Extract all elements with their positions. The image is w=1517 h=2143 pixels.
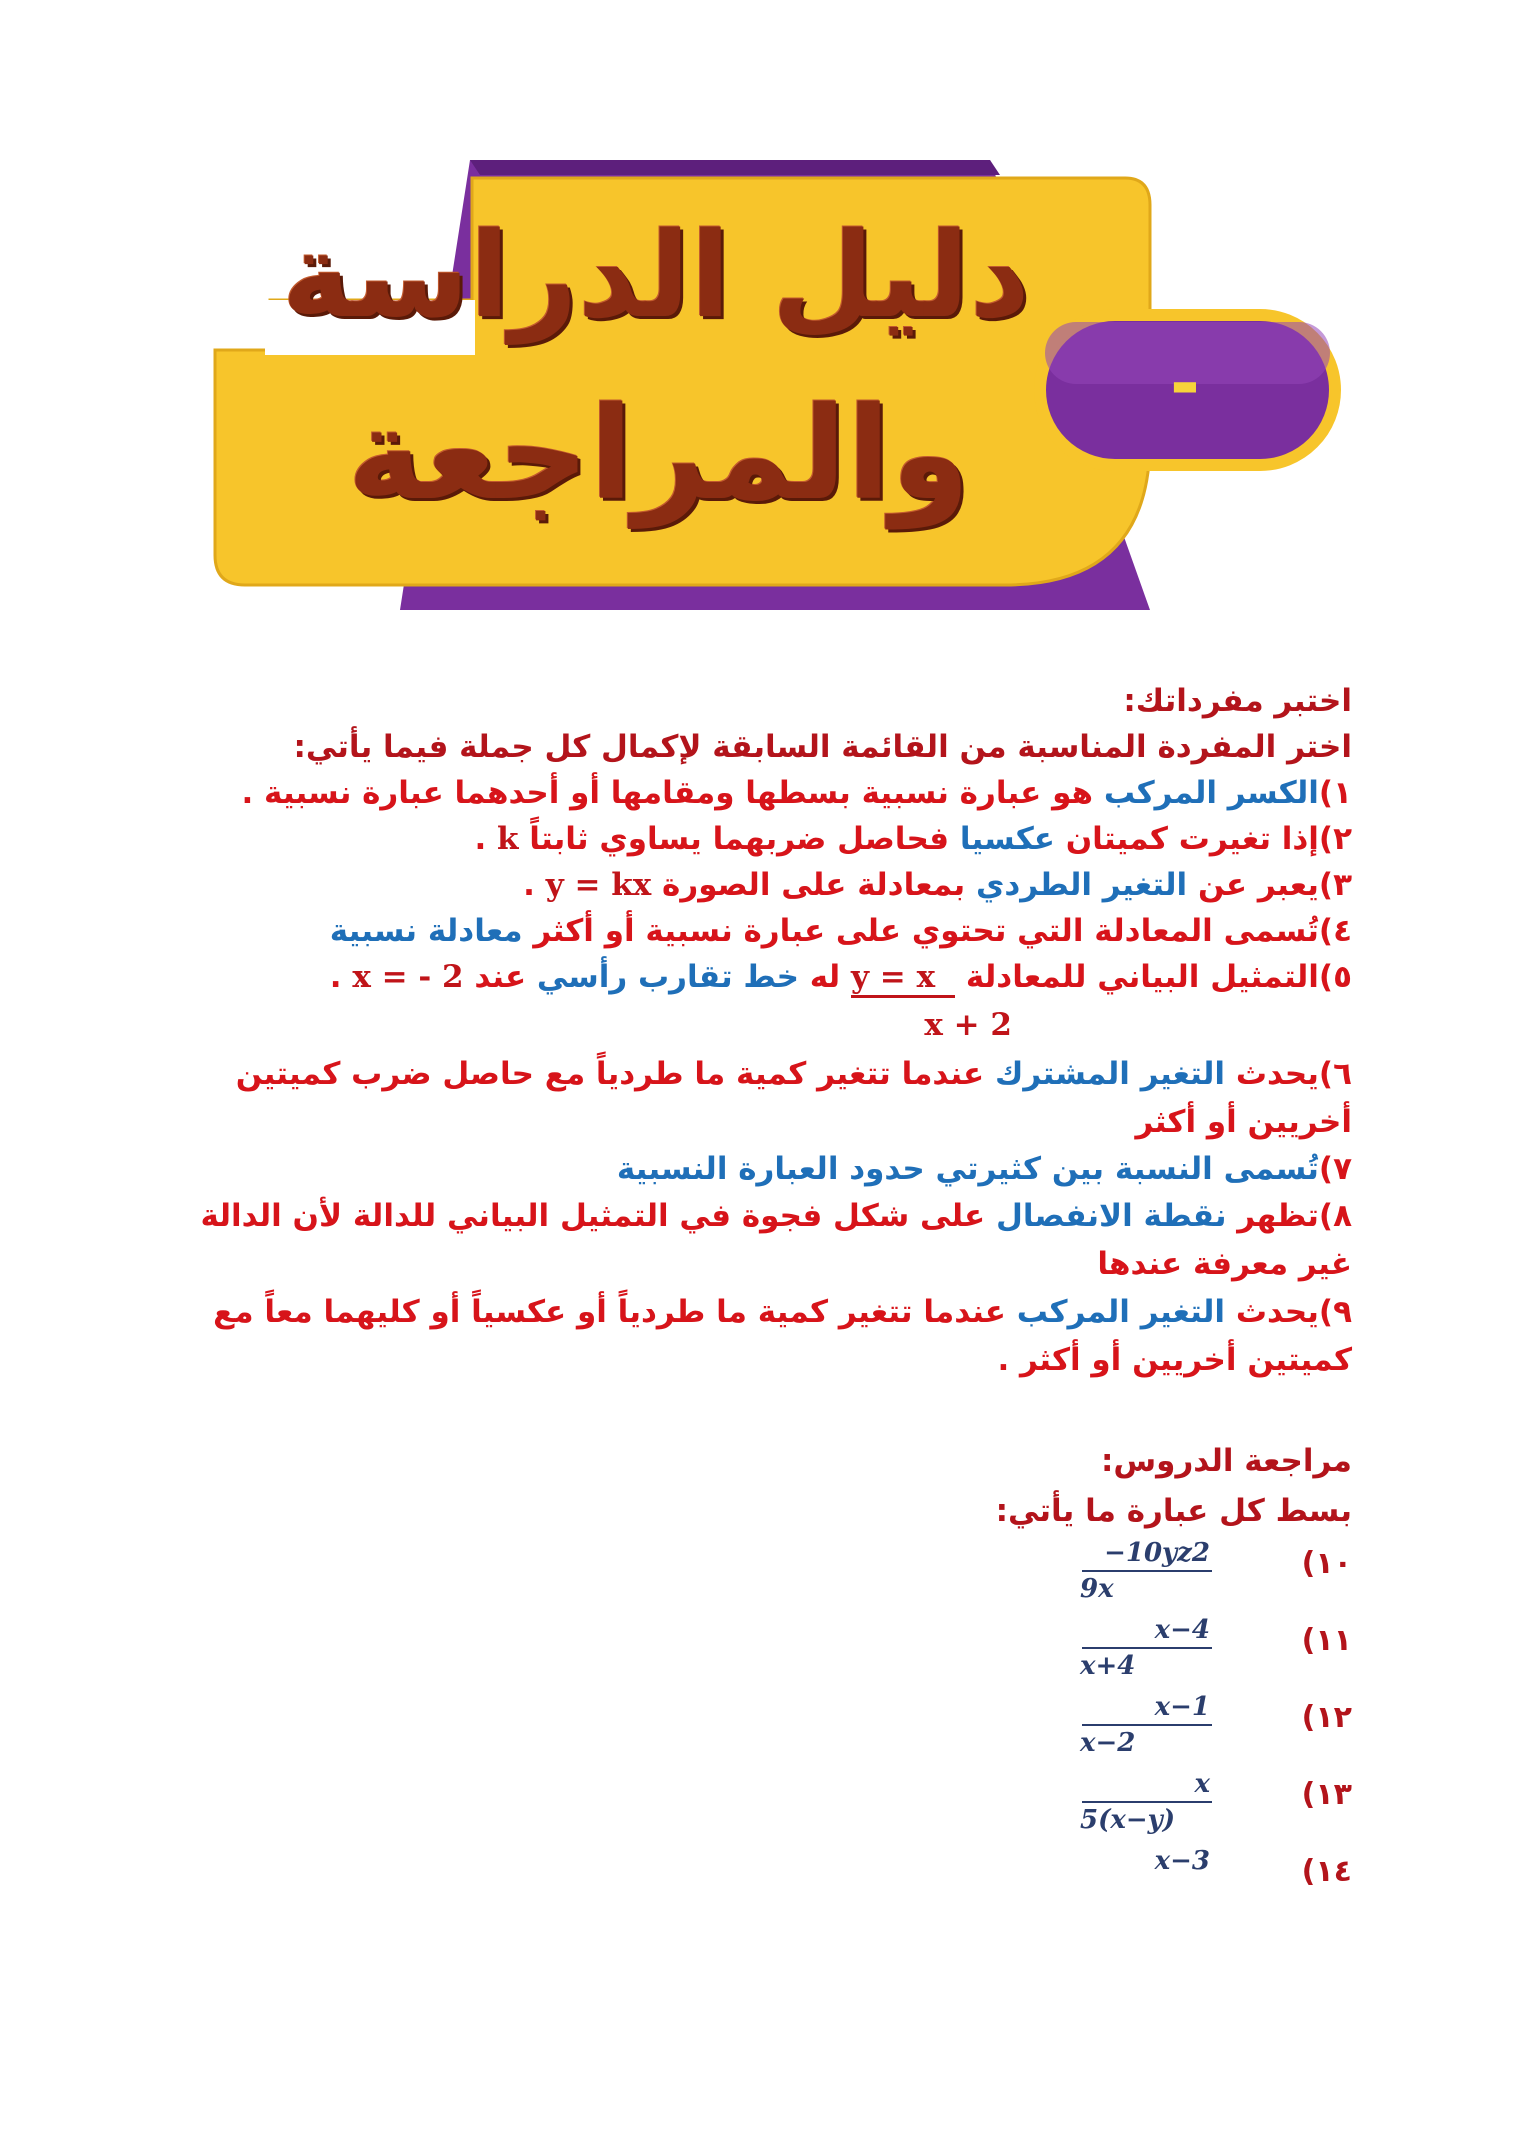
item-text: عندما تتغير كمية ما طردياً أو عكسياً أو كليهما معاً مع كميتين أخريين أو أكثر . — [213, 1294, 1352, 1378]
item-number: ٧) — [1318, 1151, 1352, 1187]
exercise-number: ١٢) — [1301, 1700, 1352, 1735]
item-number: ٥) — [1318, 959, 1352, 995]
vocab-term: التغير المركب — [1016, 1294, 1226, 1330]
vocab-term: خط تقارب رأسي — [536, 959, 799, 995]
vocab-instruction: اختر المفردة المناسبة من القائمة السابقة لإكمال كل جملة فيما يأتي: — [293, 729, 1352, 765]
vocab-item-7 — [172, 1146, 1352, 1192]
fraction — [1062, 1613, 1212, 1683]
item-text: عند — [463, 959, 537, 995]
vocab-item-4 — [172, 908, 1352, 954]
vocab-item-9 — [172, 1288, 1352, 1384]
vocab-item-2 — [172, 816, 1352, 862]
vocab-term: التغير الطردي — [975, 867, 1188, 903]
exercise-10 — [172, 1536, 1352, 1613]
fraction-denominator: x−2 — [1080, 1728, 1136, 1758]
item-text: على شكل فجوة في التمثيل البياني للدالة لأن الدالة غير معرفة عندها — [200, 1198, 1352, 1282]
fraction-numerator: −10yz2 — [1104, 1538, 1210, 1568]
fraction-numerator: x−1 — [1154, 1692, 1210, 1722]
vocab-item-3 — [172, 862, 1352, 908]
item-text: . — [523, 867, 546, 903]
item-text: إذا تغيرت كميتان — [1054, 821, 1319, 857]
vocab-item-5 — [172, 954, 1352, 1000]
vocab-term: الكسر المركب — [1103, 775, 1319, 811]
item-text: تُسمى النسبة بين كثيرتي حدود العبارة النسبية — [616, 1151, 1319, 1187]
vocab-term: معادلة نسبية — [329, 913, 523, 949]
item-text: يعبر عن — [1187, 867, 1319, 903]
exercise-number: ١٣) — [1301, 1777, 1352, 1812]
item-number: ٢) — [1318, 821, 1352, 857]
title-banner — [0, 0, 1517, 640]
worksheet-content — [172, 678, 1352, 1889]
fraction-numerator: x−4 — [1154, 1615, 1210, 1645]
item-text: فحاصل ضربهما يساوي ثابتاً — [518, 821, 960, 857]
equation-denominator: x + 2 — [924, 1007, 1012, 1043]
exercise-12 — [172, 1690, 1352, 1767]
exercise-11 — [172, 1613, 1352, 1690]
item-text: تظهر — [1226, 1198, 1319, 1234]
vocab-term: عكسيا — [959, 821, 1055, 857]
exercise-number: ١١) — [1301, 1623, 1352, 1658]
review-header: مراجعة الدروس: — [1101, 1443, 1352, 1479]
math-expression: x = - 2 — [352, 959, 464, 995]
exercise-14 — [172, 1844, 1352, 1889]
fraction — [1062, 1767, 1212, 1837]
vocab-item-1 — [172, 770, 1352, 816]
item-text: بمعادلة على الصورة — [651, 867, 976, 903]
item-text: تُسمى المعادلة التي تحتوي على عبارة نسبية أو أكثر — [522, 913, 1319, 949]
fraction — [1062, 1690, 1212, 1760]
exercise-number: ١٠) — [1301, 1546, 1352, 1581]
item-text: . — [329, 959, 353, 995]
review-instruction: بسط كل عبارة ما يأتي: — [995, 1493, 1352, 1529]
banner-title-line1: دليل الدراسة — [281, 206, 1030, 344]
item-number: ٩) — [1318, 1294, 1352, 1330]
item-number: ٦) — [1318, 1056, 1352, 1092]
item-text: له — [798, 959, 851, 995]
item-text: التمثيل البياني للمعادلة — [955, 959, 1319, 995]
item-number: ٣) — [1318, 867, 1352, 903]
fraction — [1062, 1536, 1212, 1606]
item-number: ١) — [1318, 775, 1352, 811]
section-gap — [172, 1384, 1352, 1436]
item-text: هو عبارة نسبية بسطها ومقامها أو أحدهما عبارة نسبية . — [241, 775, 1104, 811]
fraction-denominator: 5(x−y) — [1080, 1805, 1176, 1835]
equation-numerator: y = x — [851, 959, 955, 998]
equation-denominator-row — [172, 1000, 1352, 1050]
banner-title-line2: والمراجعة — [347, 380, 970, 529]
vocab-header: اختبر مفرداتك: — [1123, 683, 1352, 719]
vocab-item-8 — [172, 1192, 1352, 1288]
fraction-denominator: x+4 — [1080, 1651, 1136, 1681]
fraction — [1062, 1844, 1212, 1878]
item-number: ٤) — [1318, 913, 1352, 949]
vocab-item-6 — [172, 1050, 1352, 1146]
item-text: عندما تتغير كمية ما طردياً مع حاصل ضرب كميتين أخريين أو أكثر — [235, 1056, 1352, 1140]
item-text: يحدث — [1225, 1294, 1319, 1330]
exercise-13 — [172, 1767, 1352, 1844]
exercise-number: ١٤) — [1301, 1854, 1352, 1889]
vocab-term: التغير المشترك — [994, 1056, 1226, 1092]
fraction-denominator: 9x — [1080, 1574, 1114, 1604]
item-text: يحدث — [1225, 1056, 1319, 1092]
fraction-numerator: x — [1194, 1769, 1210, 1799]
math-expression: y = kx — [545, 867, 652, 903]
pill-dash: - — [1170, 341, 1200, 425]
fraction-numerator: x−3 — [1154, 1846, 1210, 1876]
vocab-term: نقطة الانفصال — [996, 1198, 1227, 1234]
item-text: . — [474, 821, 498, 857]
item-number: ٨) — [1318, 1198, 1352, 1234]
math-expression: k — [497, 821, 519, 857]
